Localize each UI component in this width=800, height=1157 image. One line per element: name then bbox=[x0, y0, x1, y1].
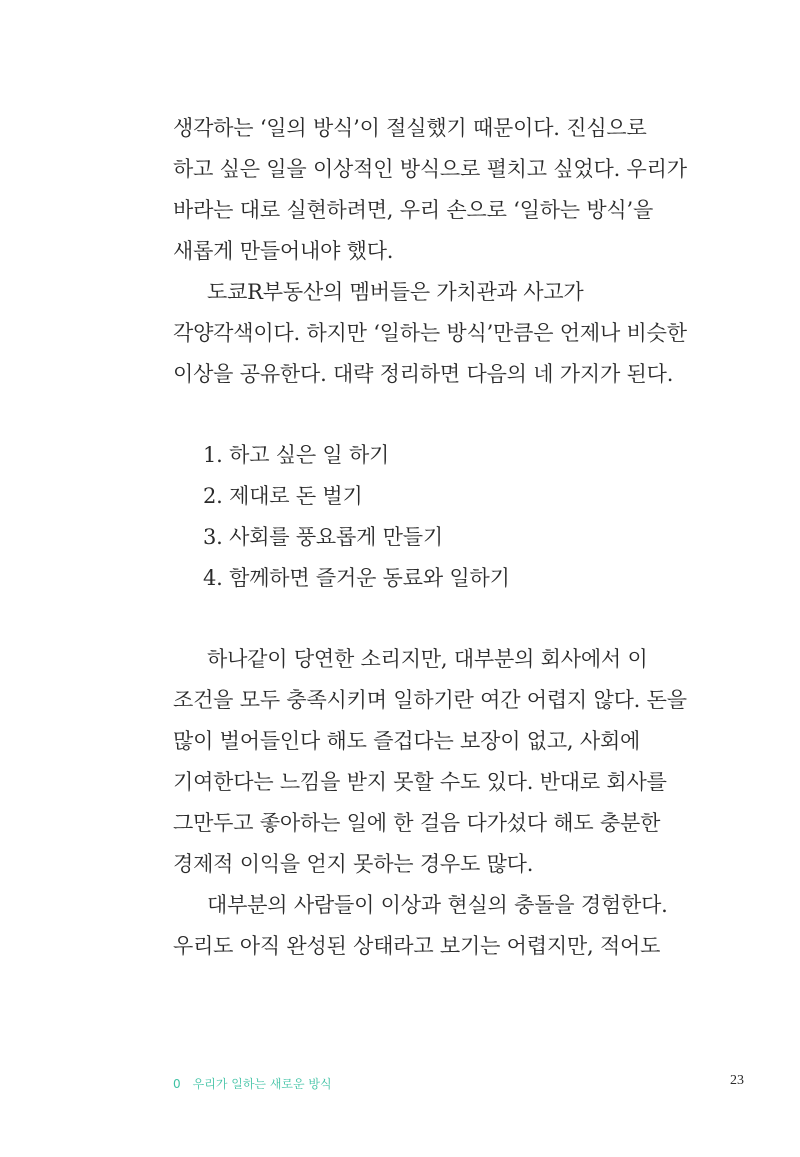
paragraph-line: 이상을 공유한다. 대략 정리하면 다음의 네 가지가 된다. bbox=[173, 362, 674, 386]
paragraph-line: 생각하는 ‘일의 방식’이 절실했기 때문이다. 진심으로 bbox=[173, 116, 647, 140]
list-item: 2. 제대로 돈 벌기 bbox=[203, 484, 363, 508]
spacer bbox=[173, 599, 703, 639]
paragraph-line: 바라는 대로 실현하려면, 우리 손으로 ‘일하는 방식’을 bbox=[173, 198, 654, 222]
paragraph-line: 우리도 아직 완성된 상태라고 보기는 어렵지만, 적어도 bbox=[173, 934, 661, 958]
chapter-title: 우리가 일하는 새로운 방식 bbox=[192, 1077, 332, 1091]
running-footer bbox=[173, 1075, 332, 1092]
paragraph-line: 도쿄R부동산의 멤버들은 가치관과 사고가 bbox=[207, 280, 584, 304]
paragraph-line: 하나같이 당연한 소리지만, 대부분의 회사에서 이 bbox=[207, 647, 648, 671]
list-item: 1. 하고 싶은 일 하기 bbox=[203, 443, 390, 467]
paragraph-line: 대부분의 사람들이 이상과 현실의 충돌을 경험한다. bbox=[207, 893, 668, 917]
paragraph-line: 하고 싶은 일을 이상적인 방식으로 펼치고 싶었다. 우리가 bbox=[173, 157, 687, 181]
paragraph-line: 각양각색이다. 하지만 ‘일하는 방식’만큼은 언제나 비슷한 bbox=[173, 321, 687, 345]
body-text bbox=[173, 108, 703, 967]
paragraph-line: 새롭게 만들어내야 했다. bbox=[173, 239, 394, 263]
chapter-number: 0 bbox=[173, 1077, 181, 1091]
paragraph-line: 경제적 이익을 얻지 못하는 경우도 많다. bbox=[173, 852, 534, 876]
paragraph-line: 그만두고 좋아하는 일에 한 걸음 다가섰다 해도 충분한 bbox=[173, 811, 661, 835]
paragraph-line: 조건을 모두 충족시키며 일하기란 여간 어렵지 않다. 돈을 bbox=[173, 688, 687, 712]
paragraph-line: 많이 벌어들인다 해도 즐겁다는 보장이 없고, 사회에 bbox=[173, 729, 641, 753]
paragraph-line: 기여한다는 느낌을 받지 못할 수도 있다. 반대로 회사를 bbox=[173, 770, 667, 794]
list-item: 3. 사회를 풍요롭게 만들기 bbox=[203, 525, 443, 549]
spacer bbox=[173, 395, 703, 435]
page-number: 23 bbox=[730, 1073, 744, 1088]
list-item: 4. 함께하면 즐거운 동료와 일하기 bbox=[203, 566, 510, 590]
